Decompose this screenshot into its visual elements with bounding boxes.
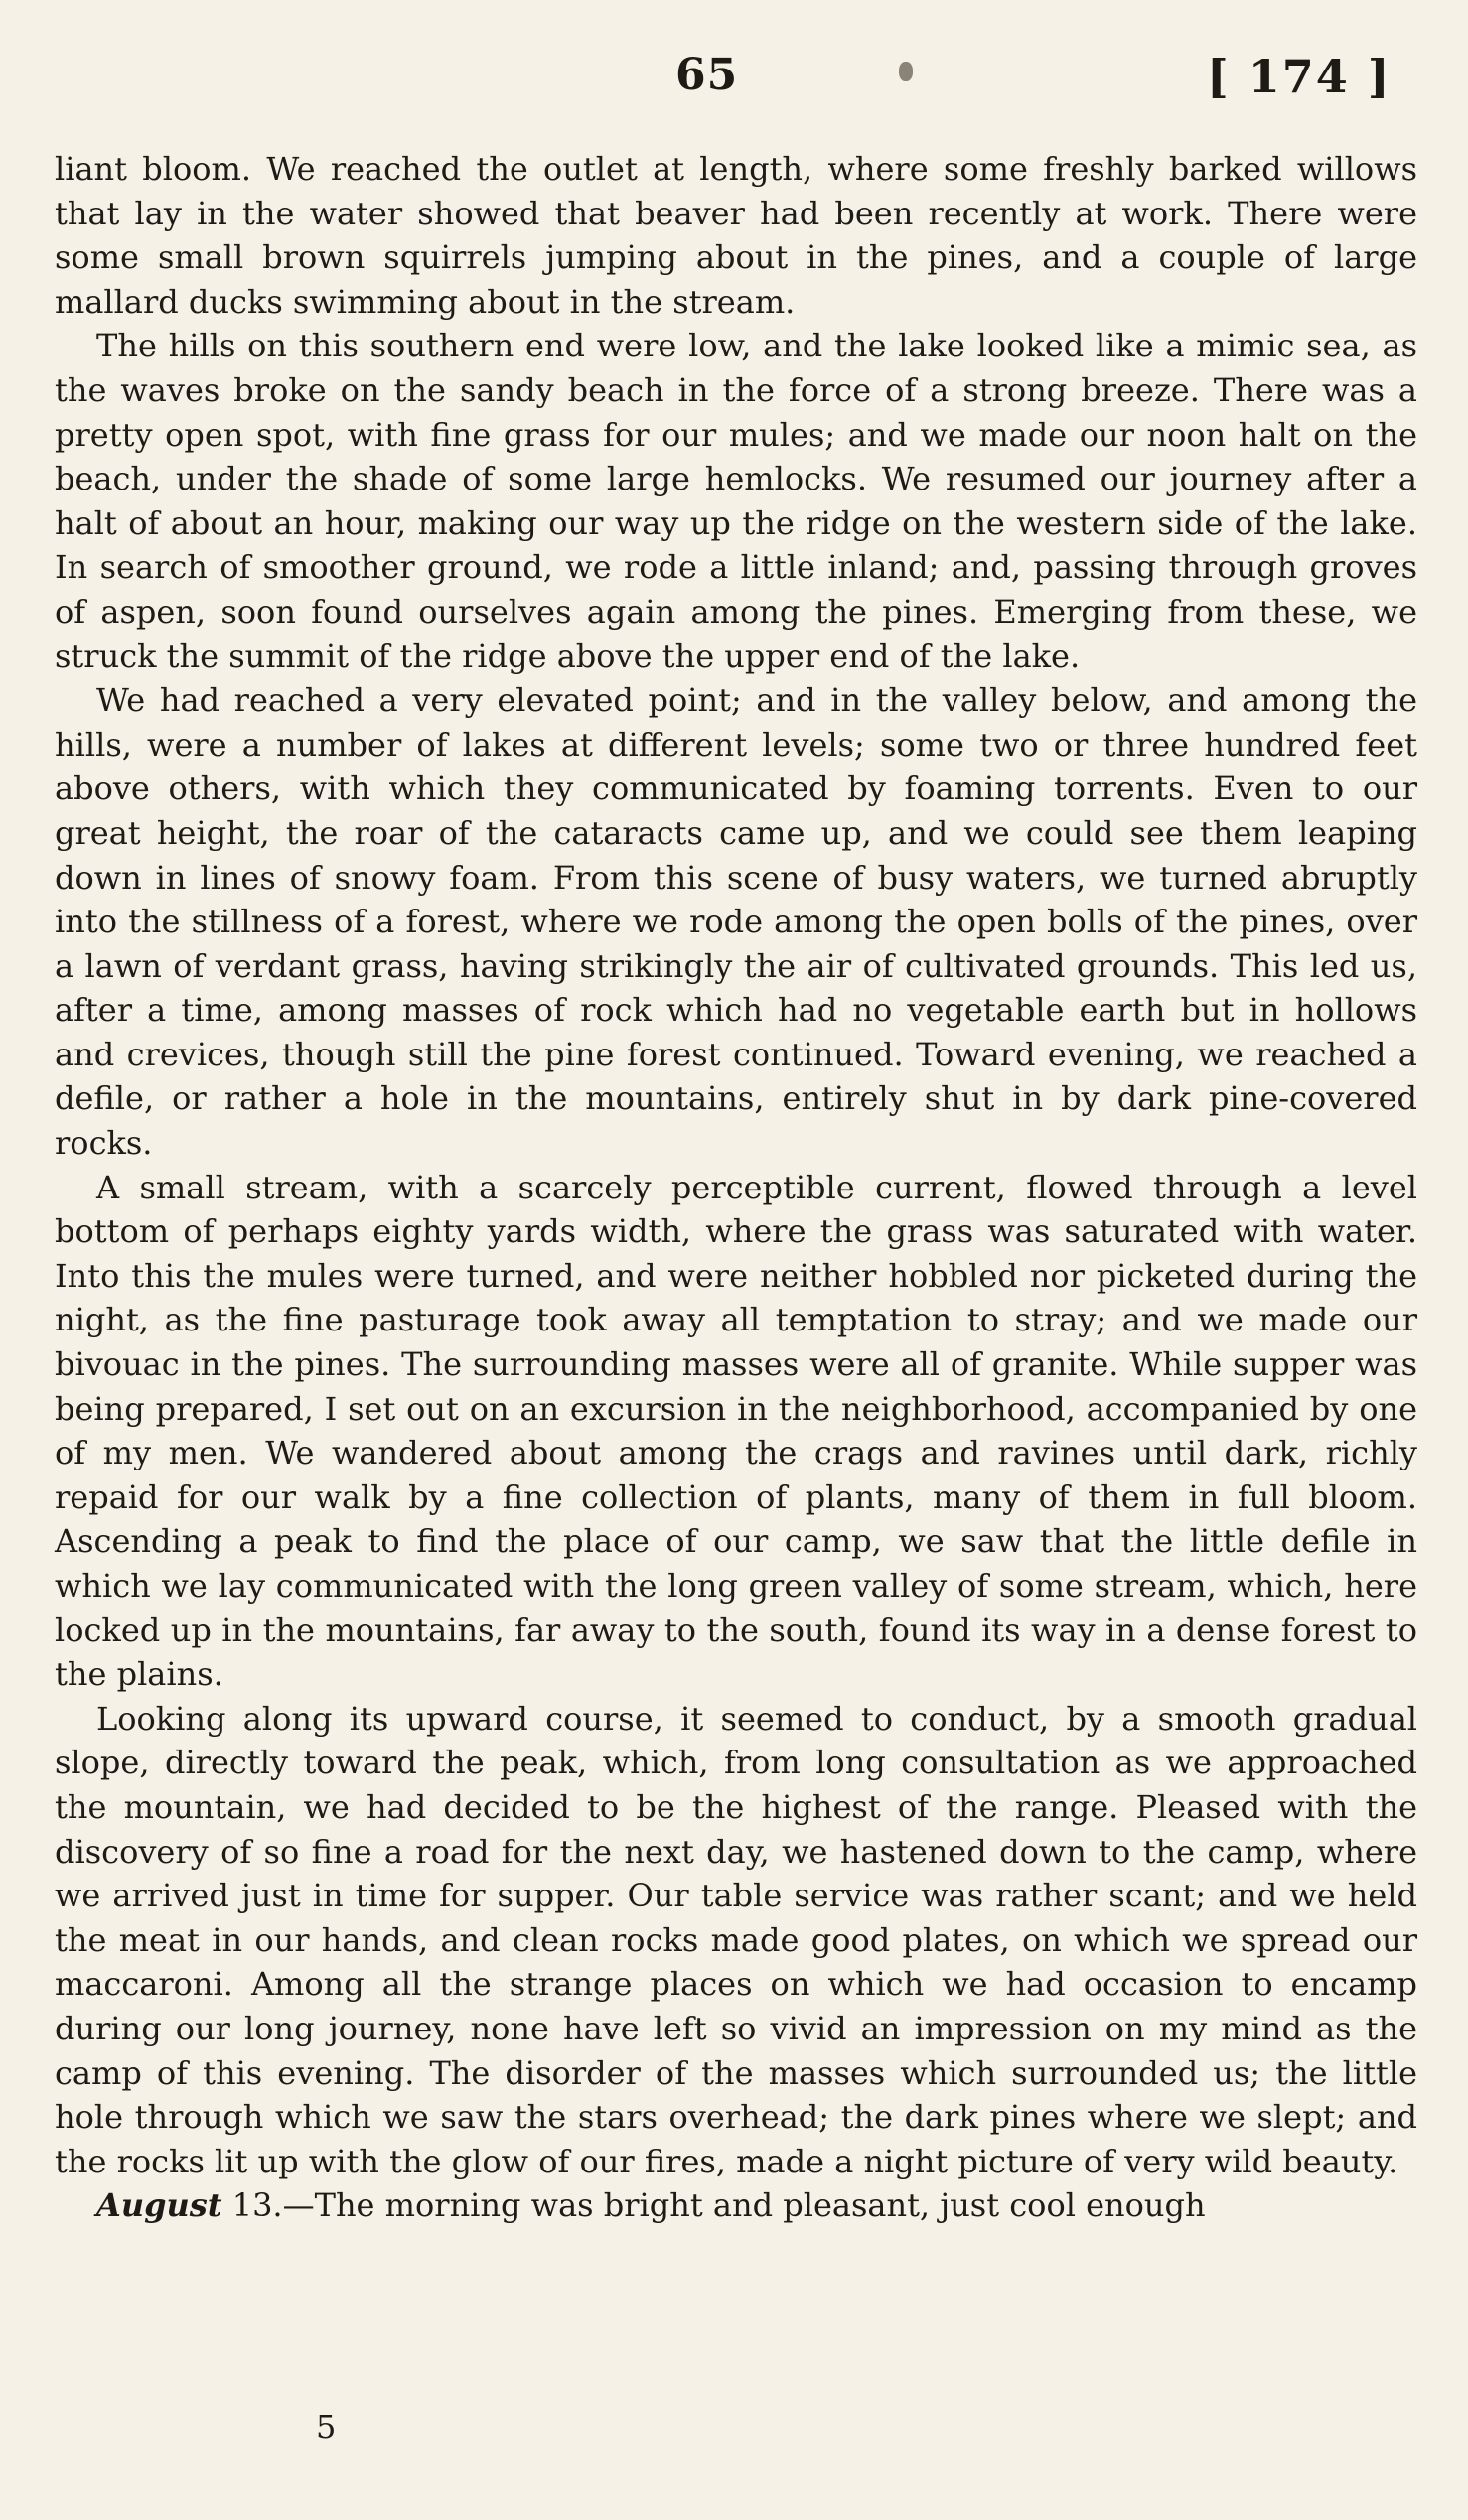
date-label: August: [96, 2186, 222, 2225]
paragraph-last-text: 13.—The morning was bright and pleasant, just cool enough: [221, 2186, 1206, 2225]
paragraph: A small stream, with a scarcely perceptible current, flowed through a level bottom of perhaps eighty yards width, where the grass was saturated with water. Into this the mules were turned, and were neither hobbled nor picketed during the night, as the fine pasturage took away all temptation to stray; and we made our bivouac in the pines. The surrounding masses were all of granite. While supper was being prepared, I set out on an excursion in the neighborhood, accompanied by one of my men. We wandered about among the crags and ravines until dark, richly repaid for our walk by a fine collection of plants, many of them in full bloom. Ascending a peak to find the place of our camp, we saw that the little defile in which we lay communicated with the long green valley of some stream, which, here locked up in the mountains, far away to the south, found its way in a dense forest to the plains.: [55, 1168, 1417, 1694]
paragraph: The hills on this southern end were low, and the lake looked like a mimic sea, as the waves broke on the sandy beach in the force of a strong breeze. There was a pretty open spot, with fine grass for our mules; and we made our noon halt on the beach, under the shade of some large hemlocks. We resumed our journey after a halt of about an hour, making our way up the ridge on the western side of the lake. In search of smoother ground, we rode a little inland; and, passing through groves of aspen, soon found ourselves again among the pines. Emerging from these, we struck the summit of the ridge above the upper end of the lake.: [55, 327, 1417, 675]
signature-mark: 5: [316, 2408, 337, 2446]
paragraph-continued: liant bloom. We reached the outlet at length, where some freshly barked willows that lay in the water showed that beaver had been recently at work. There were some small brown squirrels jumping about in the pines, and a couple of large mallard ducks swimming about in the stream.: [55, 150, 1417, 321]
page-number: 65: [675, 50, 739, 100]
ink-mark: [899, 62, 913, 81]
body-text: [55, 147, 1417, 2228]
paragraph-last: [55, 2183, 1417, 2228]
paragraph: Looking along its upward course, it seemed to conduct, by a smooth gradual slope, directly toward the peak, which, from long consultation as we approached the mountain, we had decided to be the highest of the range. Pleased with the discovery of so fine a road for the next day, we hastened down to the camp, where we arrived just in time for supper. Our table service was rather scant; and we held the meat in our hands, and clean rocks made good plates, on which we spread our maccaroni. Among all the strange places on which we had occasion to encamp during our long journey, none have left so vivid an impression on my mind as the camp of this evening. The disorder of the masses which surrounded us; the little hole through which we saw the stars overhead; the dark pines where we slept; and the rocks lit up with the glow of our fires, made a night picture of very wild beauty.: [55, 1699, 1417, 2180]
page-header: [0, 50, 1468, 129]
paragraph: We had reached a very elevated point; and in the valley below, and among the hills, were a number of lakes at different levels; some two or three hundred feet above others, with which they communicated by foaming torrents. Even to our great height, the roar of the cataracts came up, and we could see them leaping down in lines of snowy foam. From this scene of busy waters, we turned abruptly into the stillness of a forest, where we rode among the open bolls of the pines, over a lawn of verdant grass, having strikingly the air of cultivated grounds. This led us, after a time, among masses of rock which had no vegetable earth but in hollows and crevices, though still the pine forest continued. Toward evening, we reached a defile, or rather a hole in the mountains, entirely shut in by dark pine-covered rocks.: [55, 681, 1417, 1163]
bracket-page-number: [ 174 ]: [1207, 50, 1392, 103]
